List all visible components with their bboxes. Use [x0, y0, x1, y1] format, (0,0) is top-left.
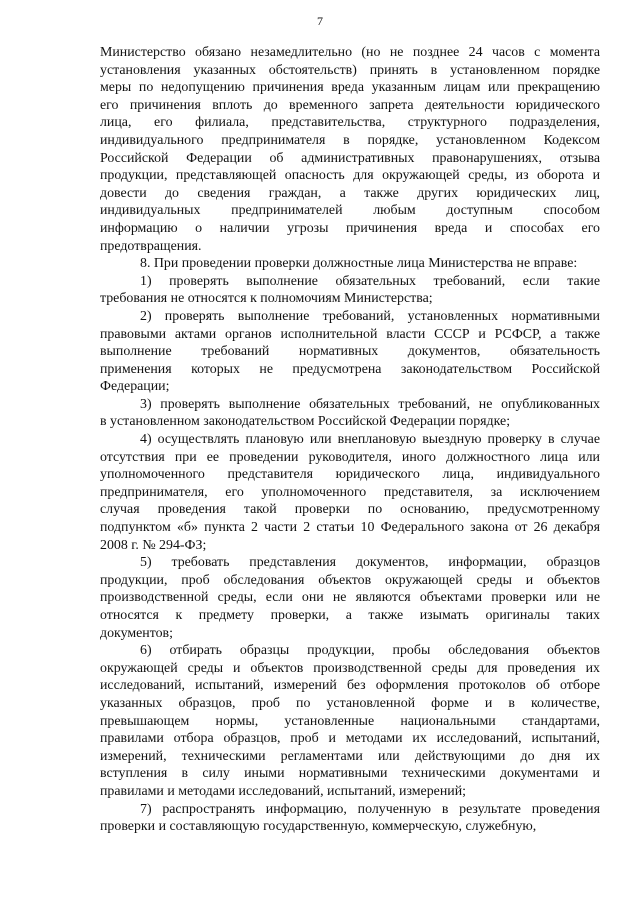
text-line: выполнение требований нормативных документов, обязательность [100, 344, 600, 360]
text-line: исследований, испытаний, измерений без оформления протоколов об отборе [100, 678, 600, 694]
text-line: 2) проверять выполнение требований, установленных нормативными [140, 308, 600, 324]
text-line: индивидуального предпринимателя в порядке, установленном Кодексом [100, 132, 600, 148]
text-line: измерений, техническими регламентами или действующими до дня их [100, 748, 600, 764]
text-line: 7) распространять информацию, полученную в результате проведения [140, 801, 600, 817]
text-line: Российской Федерации об административных правонарушениях, отзыва [100, 150, 600, 166]
document-body [100, 44, 600, 836]
paragraph [100, 801, 600, 836]
text-line: окружающей среды и объектов производственной среды для проведения их [100, 660, 600, 676]
text-line: 1) проверять выполнение обязательных требований, если такие [140, 273, 600, 289]
text-line: отсутствия при ее проведении руководителя, иного должностного лица или [100, 449, 600, 465]
paragraph [100, 273, 600, 308]
text-line: Министерство обязано незамедлительно (но не позднее 24 часов с момента [100, 45, 600, 60]
text-line: производственной среды, если они не являются объектами проверки или не [100, 590, 600, 606]
paragraph [100, 255, 600, 273]
paragraph [100, 308, 600, 396]
text-line: предпринимателя, его уполномоченного представителя, за исключением [100, 484, 600, 500]
text-line: превышающем нормы, установленные национальными стандартами, [100, 713, 600, 729]
text-line: довести до сведения граждан, а также других юридических лиц, [100, 185, 600, 201]
text-line: правовыми актами органов исполнительной власти СССР и РСФСР, а также [100, 326, 600, 342]
text-line: меры по недопущению причинения вреда указанным лицам или прекращению [100, 80, 600, 96]
text-line: указанных образцов, проб по установленной форме и в количестве, [100, 695, 600, 711]
text-line: вступления в силу иными нормативными техническими документами и [100, 766, 600, 782]
text-line: 2008 г. № 294-ФЗ; [100, 537, 207, 553]
text-line: установления указанных обстоятельств) принять в установленном порядке [100, 62, 600, 78]
text-line: в установленном законодательством Российской Федерации порядке; [100, 414, 511, 430]
text-line: 8. При проведении проверки должностные лица Министерства не вправе: [140, 256, 578, 272]
text-line: продукции, представляющей опасность для окружающей среды, из оборота и [100, 168, 600, 184]
text-line: уполномоченного представителя юридического лица, индивидуального [100, 467, 600, 483]
text-line: продукции, проб обследования объектов окружающей среды и объектов [100, 572, 600, 588]
text-line: документов; [100, 625, 173, 641]
text-line: правилами отбора образцов, проб и методами их исследований, испытаний, [100, 731, 600, 747]
text-line: проверки и составляющую государственную, коммерческую, служебную, [100, 819, 537, 835]
text-line: подпунктом «б» пункта 2 части 2 статьи 10 Федерального закона от 26 декабря [100, 520, 600, 536]
paragraph [100, 431, 600, 554]
text-line: Федерации; [100, 379, 170, 395]
text-line: 5) требовать представления документов, информации, образцов [140, 555, 600, 571]
paragraph [100, 554, 600, 642]
text-line: его причинения вплоть до временного запрета деятельности юридического [100, 97, 600, 113]
text-line: индивидуальных предпринимателей любым доступным способом [100, 203, 600, 219]
text-line: предотвращения. [100, 238, 202, 254]
text-line: 4) осуществлять плановую или внеплановую выездную проверку в случае [140, 432, 600, 448]
text-line: относятся к предмету проверки, а также изымать оригиналы таких [100, 608, 600, 623]
text-line: лица, его филиала, представительства, структурного подразделения, [100, 115, 600, 131]
text-line: случая проведения такой проверки по основанию, предусмотренному [100, 502, 600, 518]
paragraph [100, 396, 600, 431]
text-line: правилами и методами исследований, испытаний, измерений; [100, 783, 466, 799]
text-line: информацию о наличии угрозы причинения вреда и способах его [100, 220, 600, 236]
paragraph [100, 642, 600, 800]
paragraph [100, 44, 600, 255]
text-line: 6) отбирать образцы продукции, пробы обследования объектов [140, 643, 600, 659]
page-number: 7 [317, 14, 323, 28]
text-line: требования не относятся к полномочиям Министерства; [100, 291, 433, 307]
text-line: применения которых не предусмотрена законодательством Российской [100, 361, 600, 377]
text-line: 3) проверять выполнение обязательных требований, не опубликованных [140, 396, 600, 412]
